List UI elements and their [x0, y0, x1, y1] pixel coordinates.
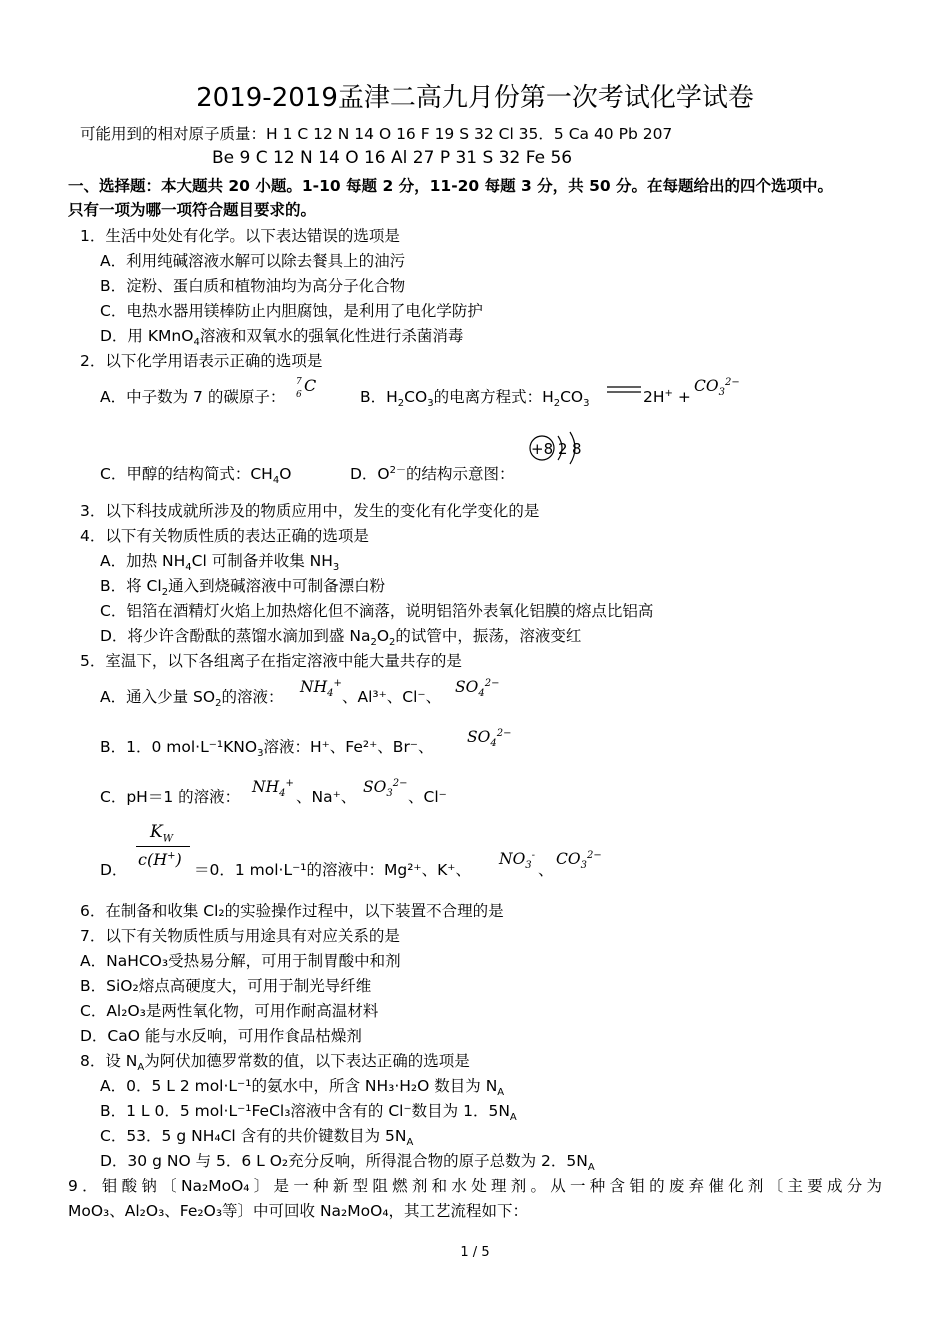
q2-a-atomic-number: 6 [296, 390, 302, 400]
q1-option-c: C．电热水器用镁棒防止内胆腐蚀，是利用了电化学防护 [100, 302, 483, 320]
q4-option-a: A．加热 $NH_4Cl$ 可制备并收集 $NH_3$ [100, 552, 340, 574]
q5-b-sulfate: $SO_4^{2-}$ [467, 727, 512, 750]
q2-option-c: C．甲醇的结构简式：$CH_4O$ [100, 465, 292, 487]
q1-option-a: A．利用纯碱溶液水解可以除去餐具上的油污 [100, 252, 406, 270]
q7-option-d: D．CaO 能与水反响，可用作食品枯燥剂 [80, 1027, 362, 1045]
section-header-line1: 一、选择题：本大题共 20 小题。1-10 每题 2 分，11-20 每题 3 分，共 50 分。在每题给出的四个选项中。 [68, 177, 834, 195]
q8-option-a: A．0．5 L 2 mol·L⁻¹的氨水中，所含 NH₃·H₂O 数目为 $N_A$ [100, 1077, 505, 1099]
q4-option-c: C．铝箔在酒精灯火焰上加热熔化但不滴落，说明铝箔外表氧化铝膜的熔点比铝高 [100, 602, 654, 620]
q5-option-a: A．通入少量 $SO_2$的溶液： [100, 688, 284, 710]
atomic-masses-line1: 可能用到的相对原子质量：H 1 C 12 N 14 O 16 F 19 S 32 Cl 35．5 Ca 40 Pb 207 [80, 125, 673, 143]
q5-c-sulfite: $SO_3^{2-}$ [363, 777, 408, 800]
q5-option-b: B．1．0 $mol\cdot L^{-1}KNO_3$溶液：H⁺、Fe²⁺、Br⁻、 [100, 738, 434, 760]
structure-shell2-label: 8 [572, 440, 582, 458]
q5-d-nitrate: $NO_3^-$ [499, 849, 536, 872]
q2-a-mass-number: 7 [296, 377, 302, 387]
oxygen-ion-structure-diagram [526, 428, 586, 480]
q2-b-carbonate-ion: $CO_3^{2-}$ [694, 376, 740, 399]
q5-a-sulfate: $SO_4^{2-}$ [455, 677, 500, 700]
q7-option-b: B．SiO₂熔点高硬度大，可用于制光导纤维 [80, 977, 372, 995]
q5-option-d: D． [100, 861, 128, 879]
q7-option-c: C．Al₂O₃是两性氧化物，可用作耐高温材料 [80, 1002, 379, 1020]
atomic-masses-line2: Be 9 C 12 N 14 O 16 Al 27 P 31 S 32 Fe 56 [212, 148, 573, 168]
page-title: 2019-2019孟津二高九月份第一次考试化学试卷 [196, 83, 754, 113]
q6-stem: 6．在制备和收集 Cl₂的实验操作过程中，以下装置不合理的是 [80, 902, 504, 920]
q2-a-symbol: C [304, 376, 317, 395]
q5-a-ammonium: $NH_4^+$ [300, 677, 342, 700]
q5-c-chloride: 、Cl⁻ [408, 788, 447, 806]
q5-c-ammonium: $NH_4^+$ [252, 777, 294, 800]
q5-d-condition: ＝0．1 mol·L⁻¹的溶液中：Mg²⁺、K⁺、 [194, 861, 471, 879]
q5-stem: 5．室温下，以下各组离子在指定溶液中能大量共存的是 [80, 652, 462, 670]
q2-option-a: A．中子数为 7 的碳原子： [100, 388, 286, 406]
q1-option-b: B．淀粉、蛋白质和植物油均为高分子化合物 [100, 277, 406, 295]
q8-option-b: B．1 L 0．5 mol·L⁻¹FeCl₃溶液中含有的 Cl⁻数目为 1．$5N_A$ [100, 1102, 517, 1124]
q4-option-d: D．将少许含酚酞的蒸馏水滴加到盛 $Na_2O_2$的试管中，振荡，溶液变红 [100, 627, 582, 649]
structure-shell1-label: 2 [558, 440, 568, 458]
structure-nucleus-label: +8 [531, 440, 554, 458]
q4-stem: 4．以下有关物质性质的表达正确的选项是 [80, 527, 369, 545]
q4-option-b: B．将 $Cl_2$通入到烧碱溶液中可制备漂白粉 [100, 577, 386, 599]
q2-option-d: D．$O^{2-}$的结构示意图： [350, 464, 515, 483]
q2-option-b: B．$H_2CO_3$的电离方程式：$H_2CO_3$ [360, 388, 590, 410]
q8-stem: 8．设 $N_A$为阿伏加德罗常数的值，以下表达正确的选项是 [80, 1052, 470, 1074]
q5-d-carbonate: $CO_3^{2-}$ [556, 849, 602, 872]
q9-line2: MoO₃、Al₂O₃、Fe₂O₃等〕中可回收 Na₂MoO₄，其工艺流程如下： [68, 1202, 529, 1220]
q5-option-c: C．pH＝1 的溶液： [100, 788, 241, 806]
q1-option-d: D．用 KMnO$_4$溶液和双氧水的强氧化性进行杀菌消毒 [100, 327, 464, 349]
q7-stem: 7．以下有关物质性质与用途具有对应关系的是 [80, 927, 400, 945]
q5-c-sodium: 、Na⁺、 [296, 788, 357, 806]
q9-line1: 9．钼酸钠〔Na₂MoO₄〕是一种新型阻燃剂和水处理剂。从一种含钼的废弃催化剂〔主要成分为 [68, 1177, 882, 1195]
q8-option-c: C．53．5 g NH₄Cl 含有的共价键数目为 $5N_A$ [100, 1127, 414, 1149]
section-header-line2: 只有一项为哪一项符合题目要求的。 [68, 201, 317, 219]
q2-b-products: 2H+ + [643, 387, 691, 406]
q7-option-a: A．NaHCO₃受热易分解，可用于制胃酸中和剂 [80, 952, 401, 970]
kw-denominator: c(H+) [138, 850, 182, 869]
q2-stem: 2．以下化学用语表示正确的选项是 [80, 352, 323, 370]
page-number: 1 / 5 [460, 1245, 490, 1260]
q8-option-d: D．30 g NO 与 5．6 L O₂充分反响，所得混合物的原子总数为 2．$5N_A$ [100, 1152, 595, 1174]
q3-stem: 3．以下科技成就所涉及的物质应用中，发生的变化有化学变化的是 [80, 502, 540, 520]
q1-stem: 1．生活中处处有化学。以下表达错误的选项是 [80, 227, 400, 245]
kw-numerator: $K_W$ [150, 822, 173, 845]
q5-d-separator: 、 [538, 861, 554, 879]
equals-arrow-icon [606, 384, 642, 396]
q5-a-ions: 、Al³⁺、Cl⁻、 [342, 688, 442, 706]
fraction-bar [136, 846, 190, 847]
